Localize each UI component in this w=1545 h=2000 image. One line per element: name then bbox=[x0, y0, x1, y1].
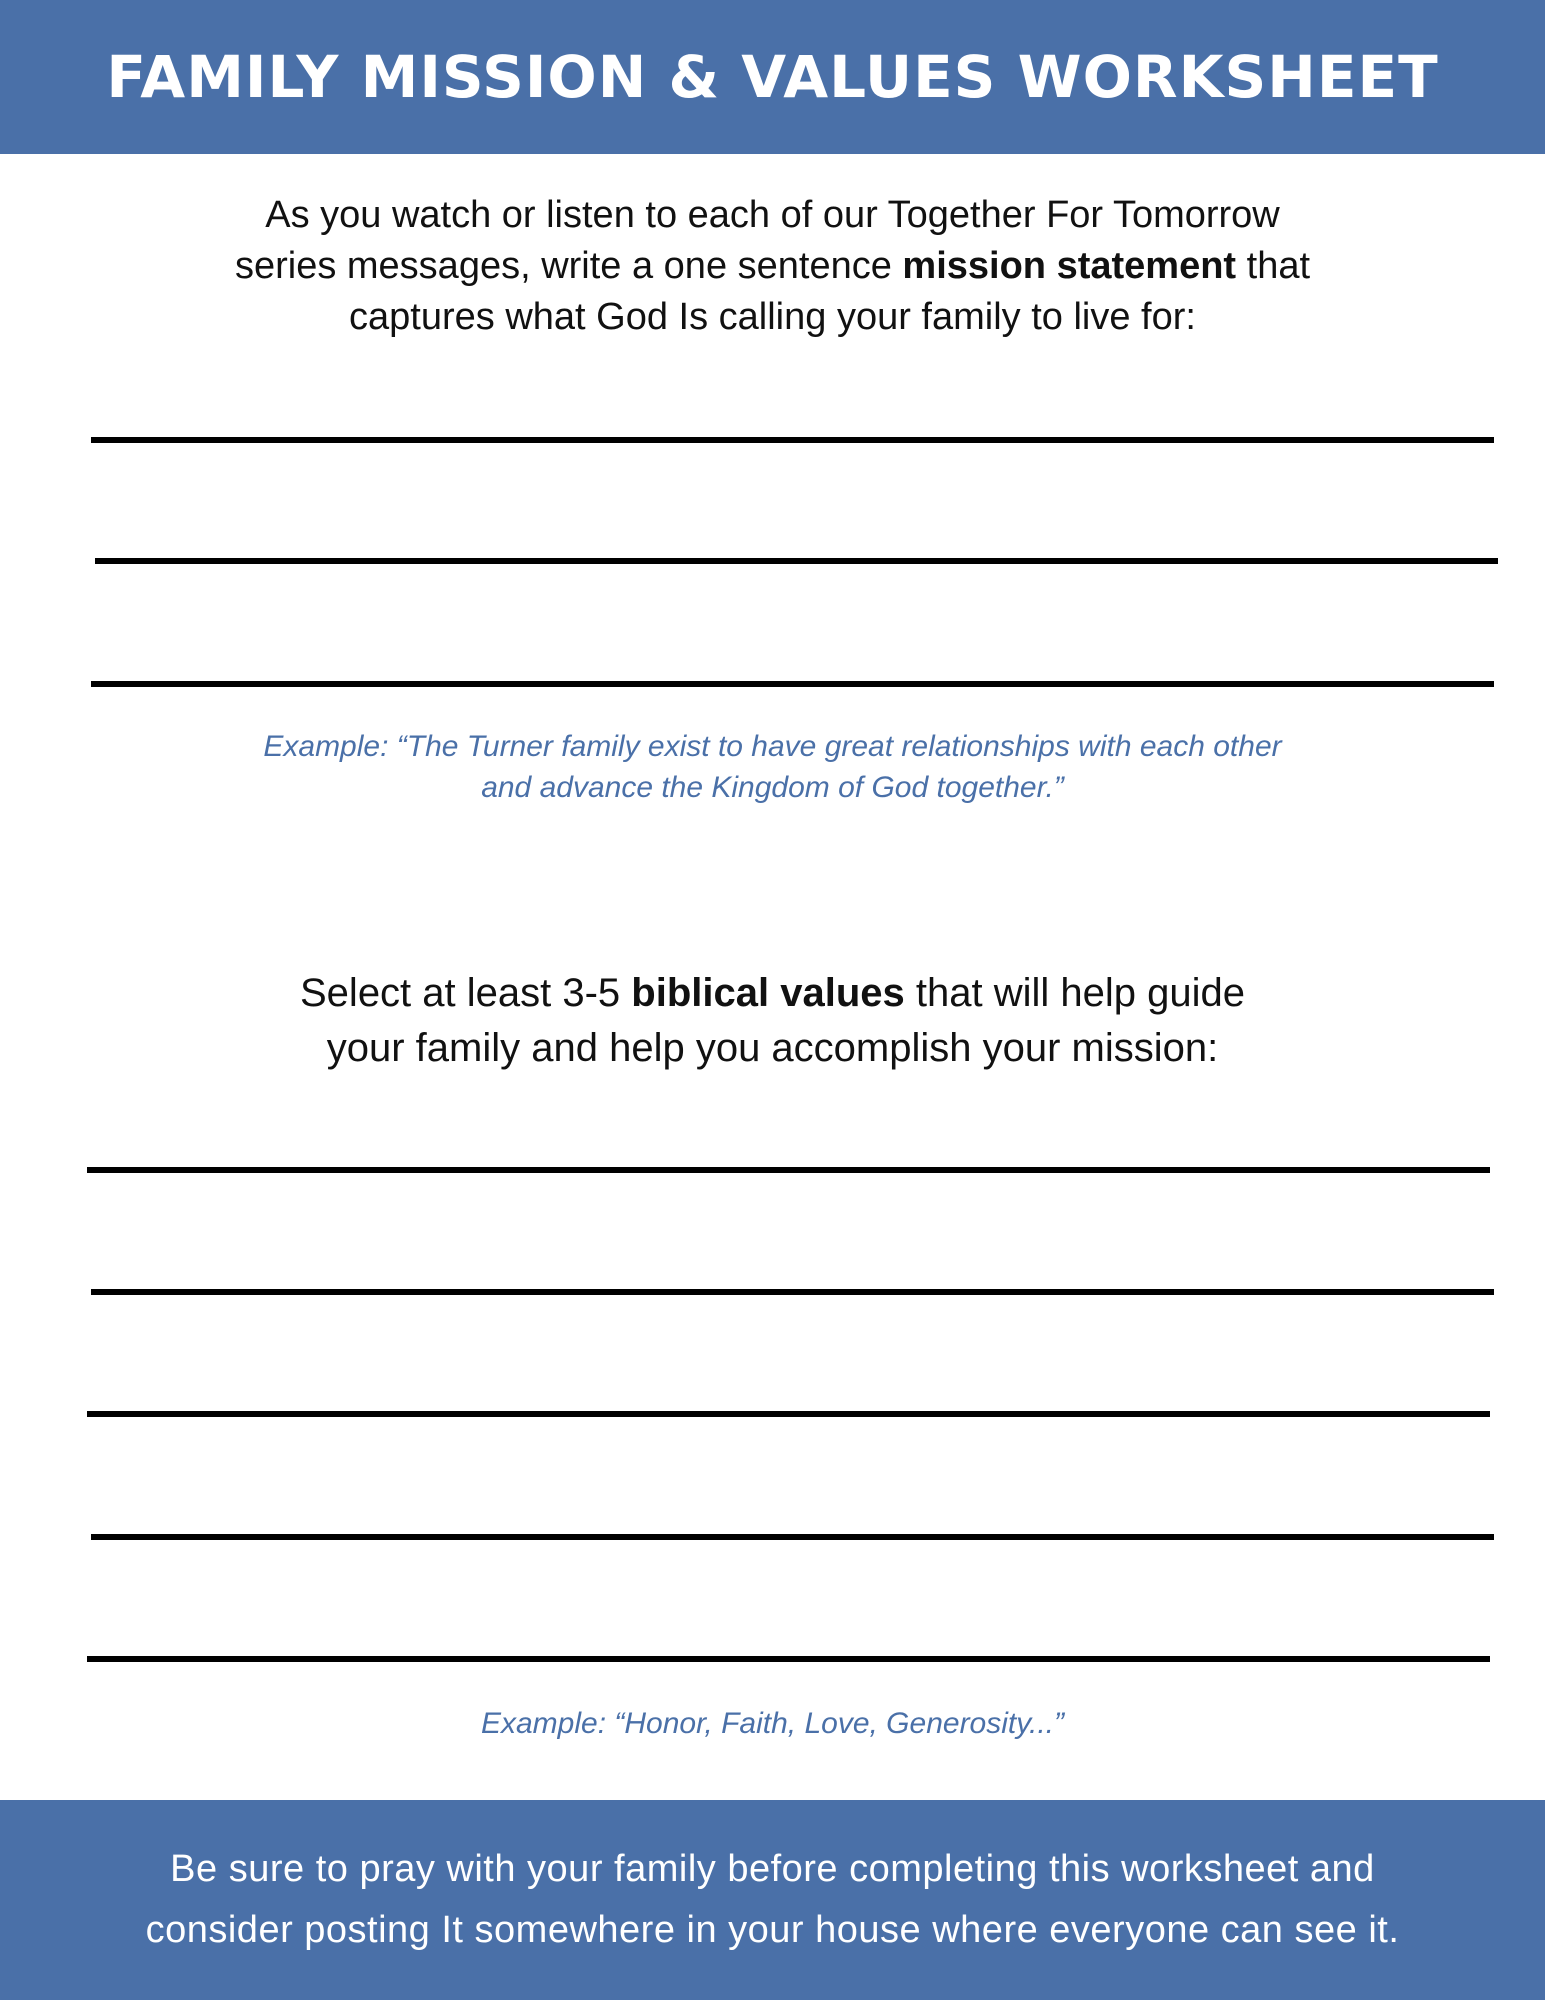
mission-write-line-1[interactable] bbox=[91, 437, 1494, 443]
footer-text bbox=[146, 1839, 1400, 1961]
mission-prompt-line-2-start: series messages, write a one sentence bbox=[234, 245, 903, 287]
mission-write-line-3[interactable] bbox=[91, 681, 1494, 687]
footer-banner bbox=[0, 1800, 1545, 2000]
page-title: FAMILY MISSION & VALUES WORKSHEET bbox=[106, 43, 1439, 111]
mission-prompt-line-1: As you watch or listen to each of our Together For Tomorrow bbox=[265, 194, 1280, 236]
values-example bbox=[0, 1703, 1545, 1744]
mission-example bbox=[0, 726, 1545, 808]
values-write-line-2[interactable] bbox=[91, 1289, 1494, 1295]
values-example-text: Example: “Honor, Faith, Love, Generosity...” bbox=[480, 1707, 1065, 1740]
values-prompt bbox=[0, 966, 1545, 1076]
biblical-values-emphasis: biblical values bbox=[631, 971, 905, 1015]
header-banner bbox=[0, 0, 1545, 154]
mission-write-line-2[interactable] bbox=[95, 558, 1498, 564]
mission-prompt-line-2 bbox=[0, 241, 1545, 292]
mission-prompt-line-3: captures what God Is calling your family to live for: bbox=[349, 296, 1196, 338]
mission-prompt-line-2-end: that bbox=[1236, 245, 1311, 287]
values-write-line-3[interactable] bbox=[87, 1411, 1490, 1417]
values-prompt-line-1 bbox=[0, 966, 1545, 1021]
mission-example-line-1: Example: “The Turner family exist to have great relationships with each other bbox=[263, 730, 1282, 763]
footer-line-1: Be sure to pray with your family before completing this worksheet and bbox=[170, 1848, 1375, 1890]
values-write-line-4[interactable] bbox=[91, 1534, 1494, 1540]
values-write-line-1[interactable] bbox=[87, 1167, 1490, 1173]
footer-line-2: consider posting It somewhere in your house where everyone can see it. bbox=[145, 1909, 1400, 1951]
values-prompt-line-1-end: that will help guide bbox=[904, 971, 1245, 1015]
values-prompt-line-1-start: Select at least 3-5 bbox=[300, 971, 632, 1015]
values-prompt-line-2: your family and help you accomplish your mission: bbox=[326, 1026, 1219, 1070]
mission-statement-emphasis: mission statement bbox=[902, 245, 1237, 287]
mission-prompt bbox=[0, 190, 1545, 343]
mission-example-line-2: and advance the Kingdom of God together.” bbox=[481, 771, 1064, 804]
values-write-line-5[interactable] bbox=[87, 1656, 1490, 1662]
